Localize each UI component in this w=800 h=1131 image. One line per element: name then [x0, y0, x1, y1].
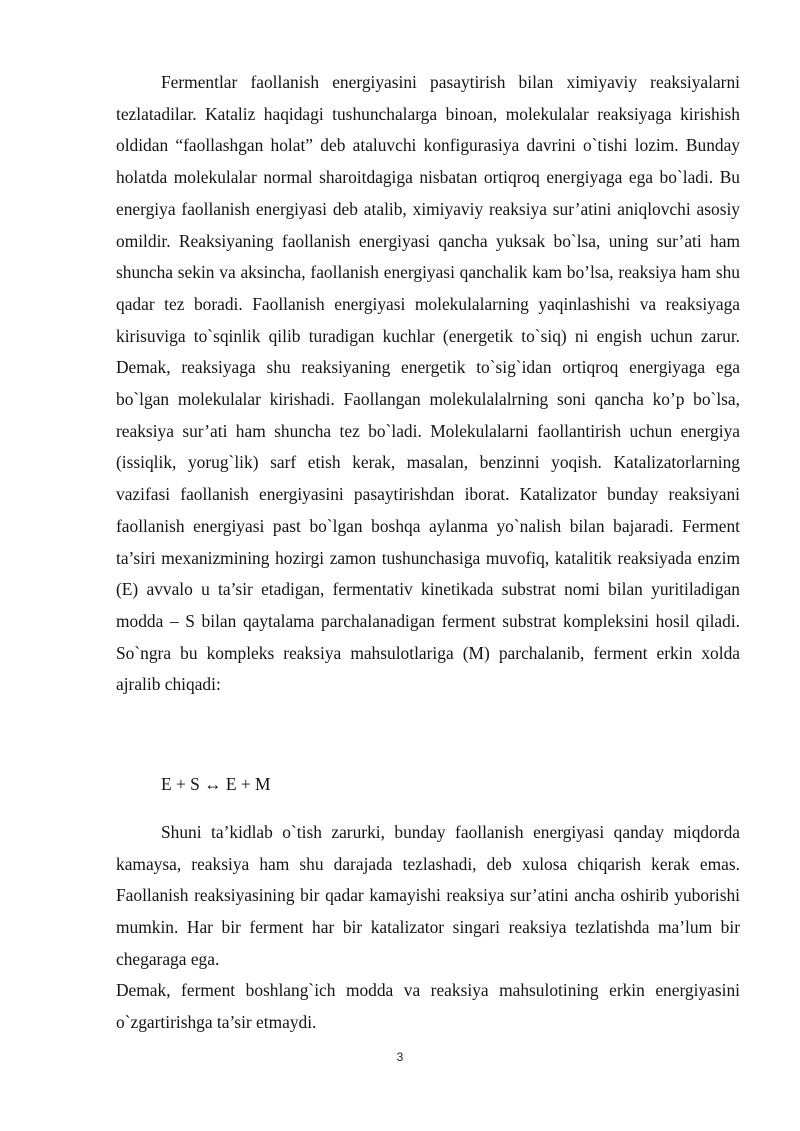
reaction-equation: E + S ↔ E + M [161, 774, 271, 794]
page-number: 3 [396, 1050, 404, 1064]
paragraph-energy-decrease: Shuni ta’kidlab o`tish zarurki, bunday faollanish energiyasi qanday miqdorda kamaysa, reaksiya ham shu darajada tezlashadi, deb xulosa chiqarish kerak emas. Faollanish reaksiyasining bir qadar kamayishi reaksiya sur’atini ancha oshirib yuborishi mumkin. Har bir ferment har bir katalizator singari reaksiya tezlatishda ma’lum bir chegaraga ega. [116, 822, 740, 969]
paragraph-activation-energy: Fermentlar faollanish energiyasini pasaytirish bilan ximiyaviy reaksiyalarni tezlatadilar. Kataliz haqidagi tushunchalarga binoan, molekulalar reaksiyaga kirishish oldidan “faollashgan holat” deb ataluvchi konfigurasiya davrini o`tishi lozim. Bunday holatda molekulalar normal sharoitdagiga nisbatan ortiqroq energiyaga ega bo`ladi. Bu energiya faollanish energiyasi deb atalib, ximiyaviy reaksiya sur’atini aniqlovchi asosiy omildir. Reaksiyaning faollanish energiyasi qancha yuksak bo`lsa, uning sur’ati ham shuncha sekin va aksincha, faollanish energiyasi qanchalik kam bo’lsa, reaksiya ham shu qadar tez boradi. Faollanish energiyasi molekulalarning yaqinlashishi va reaksiyaga kirisuviga to`sqinlik qilib turadigan kuchlar (energetik to`siq) ni engish uchun zarur. Demak, reaksiyaga shu reaksiyaning energetik to`sig`idan ortiqroq energiyaga ega bo`lgan molekulalar kirishadi. Faollangan molekulalalrning soni qancha ko’p bo`lsa, reaksiya sur’ati ham shuncha tez bo`ladi. Molekulalarni faollantirish uchun energiya (issiqlik, yorug`lik) sarf etish kerak, masalan, benzinni yoqish. Katalizatorlarning vazifasi faollanish energiyasini pasaytirishdan iborat. Katalizator bunday reaksiyani faollanish energiyasi past bo`lgan boshqa aylanma yo`nalish bilan bajaradi. Ferment ta’siri mexanizmining hozirgi zamon tushunchasiga muvofiq, katalitik reaksiyada enzim (E) avvalo u ta’sir etadigan, fermentativ kinetikada substrat nomi bilan yuritiladigan modda – S bilan qaytalama parchalanadigan ferment substrat kompleksini hosil qiladi. So`ngra bu kompleks reaksiya mahsulotlariga (M) parchalanib, ferment erkin xolda ajralib chiqadi: [116, 72, 740, 695]
paragraph-conclusion: Demak, ferment boshlang`ich modda va reaksiya mahsulotining erkin energiyasini o`zgartirishga ta’sir etmaydi. [116, 980, 740, 1032]
